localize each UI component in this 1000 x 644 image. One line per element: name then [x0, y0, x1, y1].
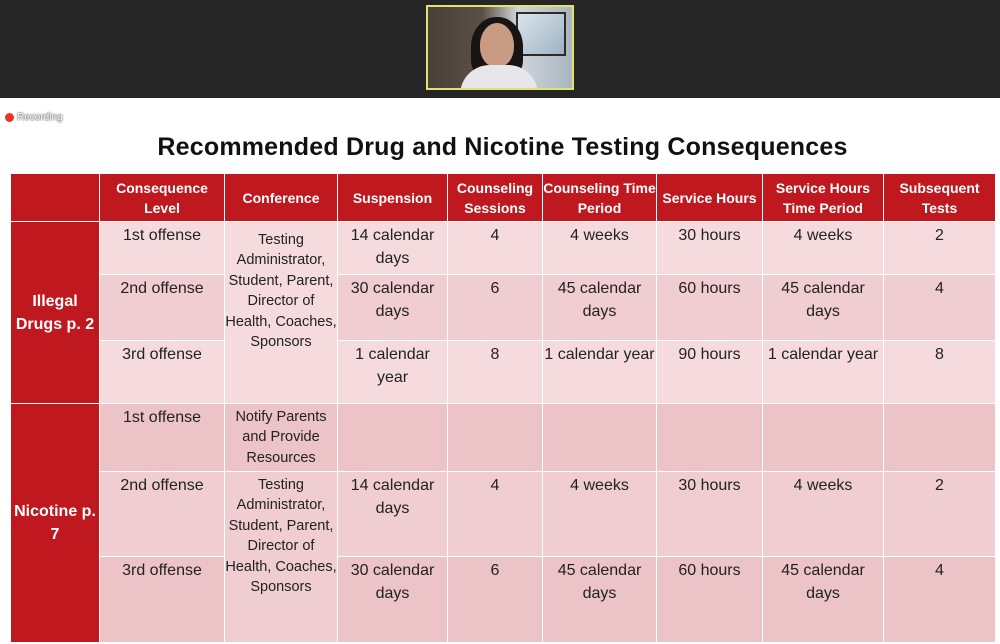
participant-video-tile[interactable] — [426, 5, 574, 90]
cell-sessions: 6 — [448, 275, 543, 341]
table-row — [11, 472, 996, 557]
table-row — [11, 275, 996, 341]
cell-conference: Testing Administrator, Student, Parent, Director of Health, Coaches, Sponsors — [225, 222, 338, 404]
cell-sessions: 6 — [448, 557, 543, 643]
table-row — [11, 404, 996, 472]
cell-suspension: 14 calendar days — [338, 472, 448, 557]
participant-face — [480, 23, 514, 67]
cell-period: 1 calendar year — [543, 341, 657, 404]
cell-level: 3rd offense — [100, 557, 225, 643]
cell-suspension — [338, 404, 448, 472]
cell-hours: 60 hours — [657, 557, 763, 643]
recording-indicator — [5, 112, 63, 123]
cell-tests: 8 — [884, 341, 996, 404]
header-service-hours: Service Hours — [657, 174, 763, 222]
cell-hours-period: 4 weeks — [763, 472, 884, 557]
cell-hours-period — [763, 404, 884, 472]
recording-dot-icon — [5, 113, 14, 122]
consequences-table — [10, 173, 996, 643]
cell-level: 1st offense — [100, 404, 225, 472]
cell-tests — [884, 404, 996, 472]
cell-hours: 30 hours — [657, 472, 763, 557]
cell-sessions: 4 — [448, 222, 543, 275]
cell-sessions: 8 — [448, 341, 543, 404]
cell-tests: 2 — [884, 472, 996, 557]
recording-label: Recording — [17, 112, 63, 123]
cell-hours — [657, 404, 763, 472]
cell-hours-period: 45 calendar days — [763, 275, 884, 341]
table-row — [11, 222, 996, 275]
cell-hours: 90 hours — [657, 341, 763, 404]
meeting-top-bar — [0, 0, 1000, 98]
header-consequence-level: Consequence Level — [100, 174, 225, 222]
table-header-row — [11, 174, 996, 222]
cell-hours-period: 4 weeks — [763, 222, 884, 275]
cell-hours-period: 1 calendar year — [763, 341, 884, 404]
cell-hours-period: 45 calendar days — [763, 557, 884, 643]
slide-title: Recommended Drug and Nicotine Testing Consequences — [157, 133, 848, 161]
cell-conference: Notify Parents and Provide Resources — [225, 404, 338, 472]
cell-period: 45 calendar days — [543, 557, 657, 643]
cell-level: 2nd offense — [100, 472, 225, 557]
cell-suspension: 1 calendar year — [338, 341, 448, 404]
header-counseling-sessions: Counseling Sessions — [448, 174, 543, 222]
header-counseling-time-period: Counseling Time Period — [543, 174, 657, 222]
table-row — [11, 557, 996, 643]
header-corner — [11, 174, 100, 222]
header-subsequent-tests: Subsequent Tests — [884, 174, 996, 222]
cell-suspension: 30 calendar days — [338, 557, 448, 643]
group-label-illegal-drugs: Illegal Drugs p. 2 — [11, 222, 100, 404]
cell-period: 4 weeks — [543, 222, 657, 275]
cell-hours: 30 hours — [657, 222, 763, 275]
cell-period — [543, 404, 657, 472]
cell-sessions: 4 — [448, 472, 543, 557]
cell-tests: 4 — [884, 557, 996, 643]
header-conference: Conference — [225, 174, 338, 222]
cell-level: 1st offense — [100, 222, 225, 275]
cell-suspension: 30 calendar days — [338, 275, 448, 341]
cell-period: 45 calendar days — [543, 275, 657, 341]
group-label-nicotine: Nicotine p. 7 — [11, 404, 100, 643]
cell-sessions — [448, 404, 543, 472]
cell-level: 3rd offense — [100, 341, 225, 404]
cell-period: 4 weeks — [543, 472, 657, 557]
cell-tests: 2 — [884, 222, 996, 275]
cell-suspension: 14 calendar days — [338, 222, 448, 275]
cell-level: 2nd offense — [100, 275, 225, 341]
header-service-hours-time-period: Service Hours Time Period — [763, 174, 884, 222]
cell-hours: 60 hours — [657, 275, 763, 341]
header-suspension: Suspension — [338, 174, 448, 222]
cell-tests: 4 — [884, 275, 996, 341]
background-window — [516, 12, 566, 56]
cell-conference: Testing Administrator, Student, Parent, Director of Health, Coaches, Sponsors — [225, 472, 338, 643]
table-row — [11, 341, 996, 404]
